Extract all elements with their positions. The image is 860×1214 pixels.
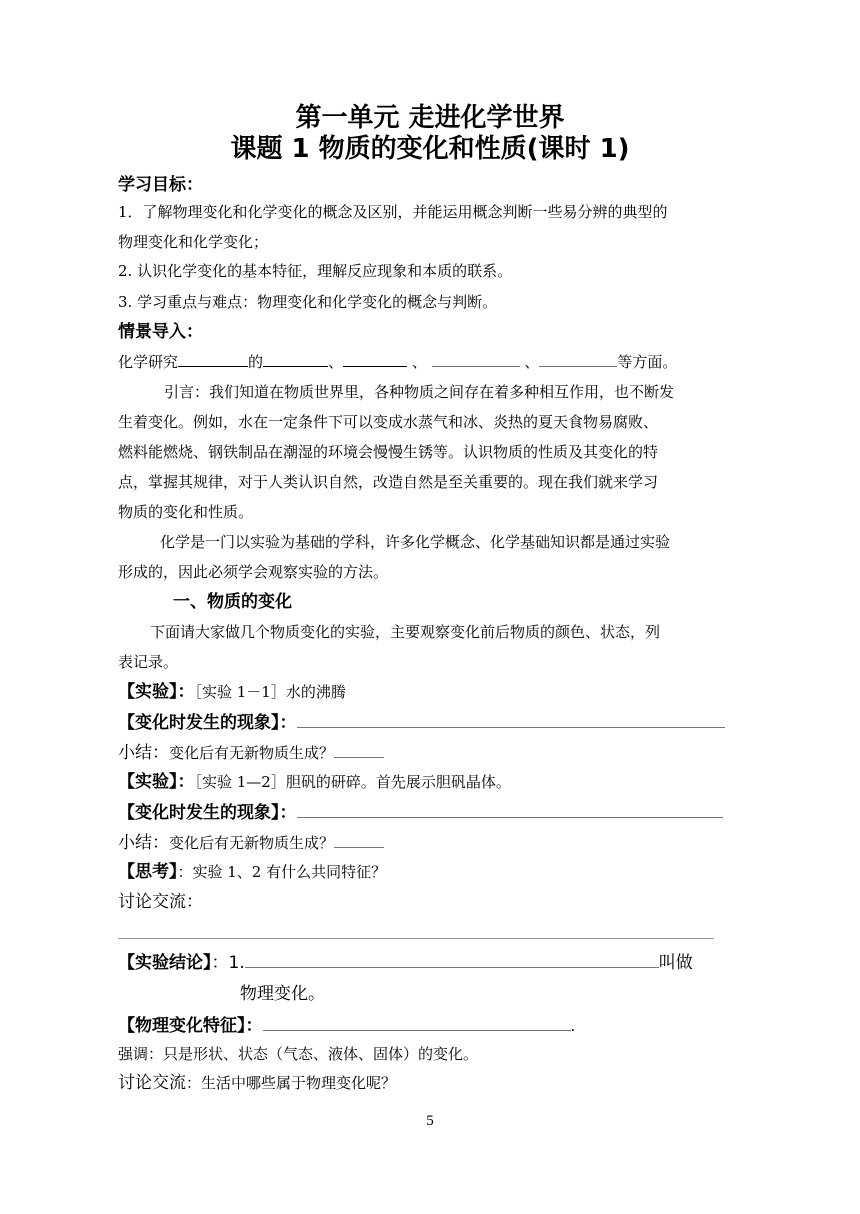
intro-heading: 情景导入： [118,322,203,342]
think-text: ：实验 1、2 有什么共同特征？ [177,863,387,881]
phenomenon-2: 【变化时发生的现象】： [118,801,723,824]
intro-para-line-1: 引言：我们知道在物质世界里，各种物质之间存在着多种相互作用，也不断发 [164,383,675,401]
conclusion-blank[interactable] [245,951,659,968]
research-blank-4[interactable] [432,350,520,367]
research-blank-3[interactable] [343,350,407,367]
research-blank-1[interactable] [178,350,248,367]
section-1-intro-line-1: 下面请大家做几个物质变化的实验，主要观察变化前后物质的颜色、状态，列 [150,623,661,641]
emphasis-note: 强调：只是形状、状态（气态、液体、固体）的变化。 [118,1045,479,1063]
summary-question: 变化后有无新物质生成？ [169,744,335,762]
phenomenon-label: 【变化时发生的现象】 [118,713,280,733]
discussion-answer-line[interactable] [118,938,714,939]
page-number: 5 [426,1113,434,1129]
conclusion-number: ：1. [211,953,245,973]
intro-para2-line-1: 化学是一门以实验为基础的学科，许多化学概念、化学基础知识都是通过实验 [160,533,671,551]
conclusion-tail: 叫做 [658,953,693,973]
feature-blank[interactable] [263,1014,571,1031]
think-question [118,861,386,883]
discussion-2 [118,1072,396,1094]
summary-label: 小结： [118,743,169,763]
conclusion-line-2: 物理变化。 [240,984,325,1004]
section-1-intro-line-2: 表记录。 [118,653,179,671]
discussion-2-text: ：生活中哪些属于物理变化呢？ [186,1074,397,1092]
section-1-heading: 一、物质的变化 [173,592,292,612]
research-blank-5[interactable] [539,350,617,367]
objective-1-line-2: 物理变化和化学变化； [118,233,269,251]
research-sep-1: 、 [328,353,344,371]
experiment-1-text: ［实验 1－1］水的沸腾 [194,683,346,701]
research-fill-line [118,350,677,373]
unit-title: 第一单元 走进化学世界 [295,103,565,133]
summary-label: 小结： [118,833,169,853]
discussion-2-label: 讨论交流 [118,1073,186,1093]
summary-2 [118,831,384,854]
phenomenon-label: 【变化时发生的现象】 [118,803,280,823]
lesson-title: 课题 1 物质的变化和性质(课时 1) [230,134,630,164]
experiment-label: 【实验】 [118,772,178,792]
research-sep-3: 、 [519,353,540,371]
conclusion-line-1 [118,951,693,974]
intro-para-line-3: 燃料能燃烧、钢铁制品在潮湿的环境会慢慢生锈等。认识物质的性质及其变化的特 [118,443,659,461]
experiment-label: 【实验】 [118,682,178,702]
intro-para2-line-2: 形成的，因此必须学会观察实验的方法。 [118,563,389,581]
research-prefix: 化学研究 [118,353,179,371]
summary-2-blank[interactable] [334,831,384,848]
research-de: 的 [248,353,264,371]
objectives-heading: 学习目标： [118,175,203,195]
discussion-label: 讨论交流： [118,892,203,912]
summary-1-blank[interactable] [334,741,384,758]
think-label: 【思考】 [118,862,178,882]
intro-para-line-5: 物质的变化和性质。 [118,503,254,521]
summary-1 [118,741,384,764]
phenomenon-1: 【变化时发生的现象】： [118,711,725,734]
intro-para-line-2: 生着变化。例如，水在一定条件下可以变成水蒸气和冰、炎热的夏天食物易腐败、 [118,413,659,431]
objective-1-line-1: 1．了解物理变化和化学变化的概念及区别，并能运用概念判断一些易分辨的典型的 [118,203,668,221]
experiment-2-text: ［实验 1—2］胆矾的研碎。首先展示胆矾晶体。 [194,773,511,791]
objective-2: 2. 认识化学变化的基本特征，理解反应现象和本质的联系。 [118,262,513,280]
objective-3: 3. 学习重点与难点：物理变化和化学变化的概念与判断。 [118,293,498,311]
phenomenon-1-blank[interactable] [297,711,725,728]
research-blank-2[interactable] [263,350,328,367]
research-sep-2: 、 [407,353,432,371]
phenomenon-2-blank[interactable] [297,801,723,818]
intro-para-line-4: 点，掌握其规律，对于人类认识自然，改造自然是至关重要的。现在我们就来学习 [118,473,659,491]
summary-question: 变化后有无新物质生成？ [169,834,335,852]
physical-feature: 【物理变化特征】： . [118,1016,576,1036]
research-suffix: 等方面。 [617,353,678,371]
conclusion-label: 【实验结论】 [118,953,212,973]
experiment-1: 【实验】：［实验 1－1］水的沸腾 [118,682,346,702]
feature-label: 【物理变化特征】 [118,1016,246,1036]
experiment-2: 【实验】：［实验 1—2］胆矾的研碎。首先展示胆矾晶体。 [118,772,511,792]
